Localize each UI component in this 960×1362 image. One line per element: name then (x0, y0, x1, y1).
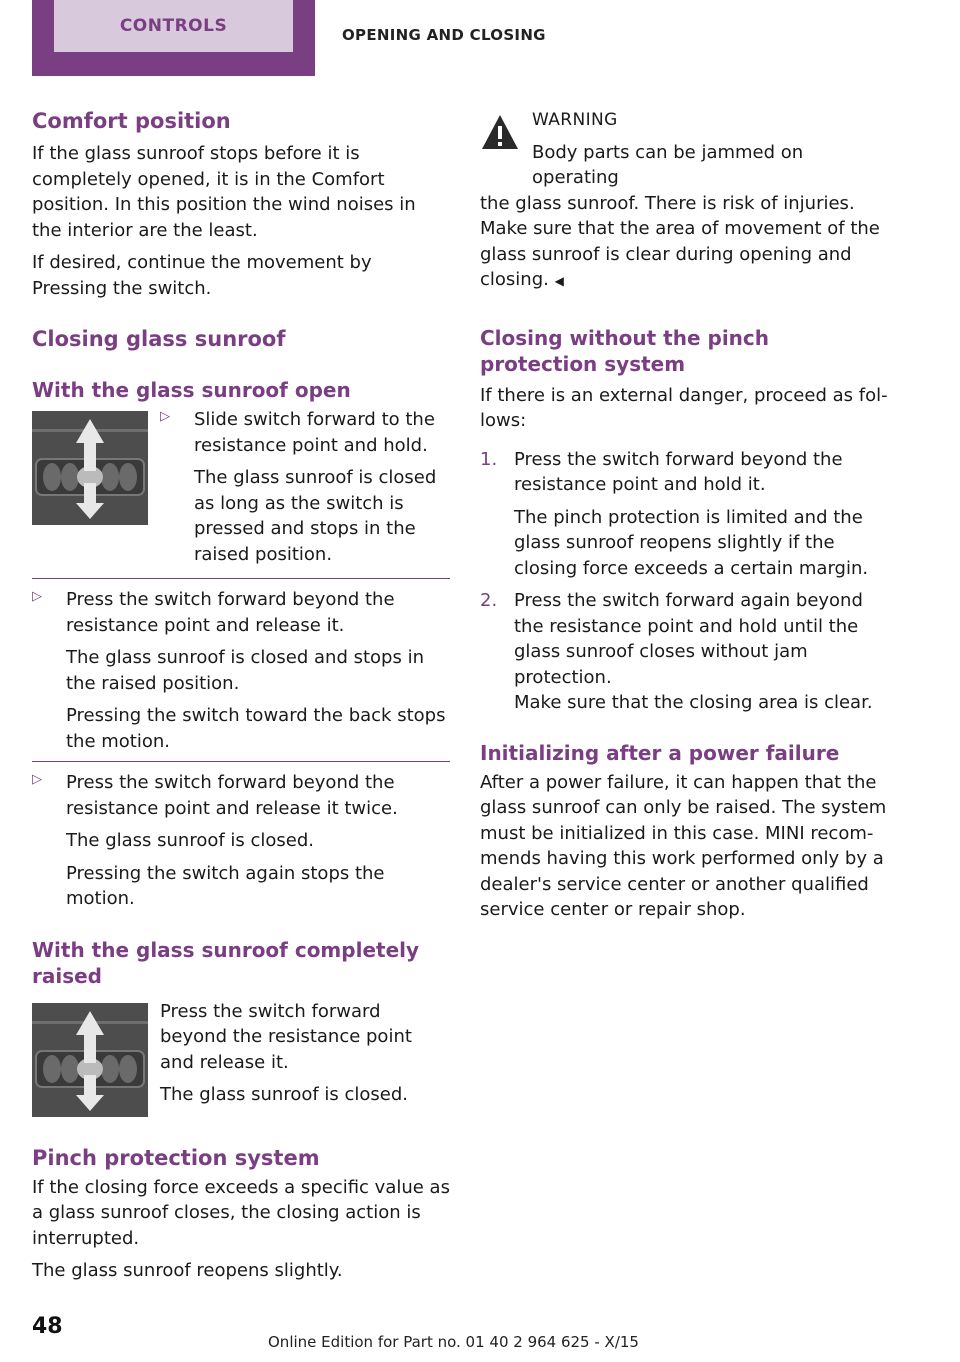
list-item-text: Press the switch forward beyond the resistance point and release it. (66, 589, 395, 636)
list-item-text: Slide switch forward to the resistance point and hold. (194, 409, 435, 456)
warning-triangle-icon (480, 112, 520, 152)
init-heading: Initializing after a power failure (480, 740, 840, 765)
warning-text-body: the glass sunroof. There is risk of injuries. Make sure that the area of movement of the glass sunroof is clear during opening and closing. (480, 192, 880, 290)
sunroof-raised-subheading: With the glass sunroof completely raised (32, 937, 420, 988)
list-item-note: The glass sunroof is closed. (66, 830, 315, 851)
open-steps-list-3 (32, 770, 450, 912)
tab-opening-and-closing[interactable]: OPENING AND CLOSING (342, 26, 546, 44)
closing-sunroof-heading: Closing glass sunroof (32, 327, 286, 351)
sunroof-switch-figure (32, 411, 148, 525)
sunroof-switch-figure (32, 1003, 148, 1117)
bullet-triangle-icon: ▷ (32, 589, 42, 604)
step-number: 1. (480, 448, 498, 470)
page-number: 48 (32, 1314, 63, 1339)
open-steps-list (160, 407, 450, 574)
no-pinch-heading: Closing without the pinch protection system (480, 325, 770, 376)
step-note: Make sure that the closing area is clear. (514, 692, 873, 713)
left-column (32, 108, 450, 1284)
list-item-text: Press the switch forward beyond the resistance point and release it twice. (66, 772, 398, 819)
header-tabs (0, 0, 960, 78)
raised-text (160, 999, 450, 1117)
comfort-paragraph-1: If the glass sunroof stops before it is completely opened, it is in the Comfort position. In this position the wind noises in the interior are the least. (32, 143, 416, 241)
step-number: 2. (480, 590, 498, 611)
list-item (32, 770, 450, 912)
raised-paragraph-2: The glass sunroof is closed. (160, 1084, 409, 1105)
no-pinch-intro: If there is an external danger, proceed as follows: (480, 384, 888, 431)
step-text: Press the switch forward again beyond the resistance point and hold until the glass sunroof closes without jam protection. (514, 590, 863, 688)
right-column (480, 108, 892, 923)
list-item (32, 587, 450, 754)
warning-block (480, 108, 892, 295)
edition-line: Online Edition for Part no. 01 40 2 964 625 - X/15 (268, 1333, 639, 1351)
list-item-note: The glass sunroof is closed and stops in the raised position. (66, 647, 424, 694)
init-paragraph: After a power failure, it can happen that the glass sunroof can only be raised. The system must be initialized in this case. MINI recommends having this work performed only by a dealer's service center or another qualified service center or repair shop. (480, 771, 887, 920)
pinch-paragraph-1: If the closing force exceeds a specific value as a glass sunroof closes, the closing action is interrupted. (32, 1176, 450, 1249)
list-item (480, 447, 892, 582)
pinch-protection-heading: Pinch protection system (32, 1145, 320, 1170)
comfort-position-heading: Comfort position (32, 109, 231, 133)
open-steps-list-2 (32, 587, 450, 754)
no-pinch-steps (480, 447, 892, 716)
list-item (160, 407, 450, 567)
bullet-triangle-icon: ▷ (160, 409, 170, 424)
list-item-note: Pressing the switch again stops the motion. (66, 862, 385, 909)
raised-paragraph-1: Press the switch forward beyond the resistance point and release it. (160, 1000, 412, 1073)
warning-first-line: Body parts can be jammed on operating (532, 141, 804, 188)
figure-row-raised (32, 999, 450, 1117)
tab-controls-label: CONTROLS (54, 0, 293, 52)
warning-text (480, 191, 892, 295)
pinch-paragraph-2: The glass sunroof reopens slightly. (32, 1260, 343, 1281)
step-text: Press the switch forward beyond the resistance point and hold it. (514, 448, 843, 495)
sunroof-open-subheading: With the glass sunroof open (32, 378, 351, 402)
list-item (480, 588, 892, 716)
step-note: The pinch protection is limited and the glass sunroof reopens slightly if the closing force exceeds a certain margin. (514, 506, 869, 579)
bullet-triangle-icon: ▷ (32, 772, 42, 787)
list-item-note: Pressing the switch toward the back stops the motion. (66, 705, 446, 752)
list-item-note: The glass sunroof is closed as long as the switch is pressed and stops in the raised position. (194, 467, 437, 565)
tab-controls[interactable] (32, 0, 315, 76)
figure-row-open (32, 407, 450, 574)
warning-label: WARNING (532, 110, 618, 130)
end-mark-icon: ◀ (554, 274, 564, 288)
comfort-paragraph-2: If desired, continue the movement by Pressing the switch. (32, 252, 372, 299)
